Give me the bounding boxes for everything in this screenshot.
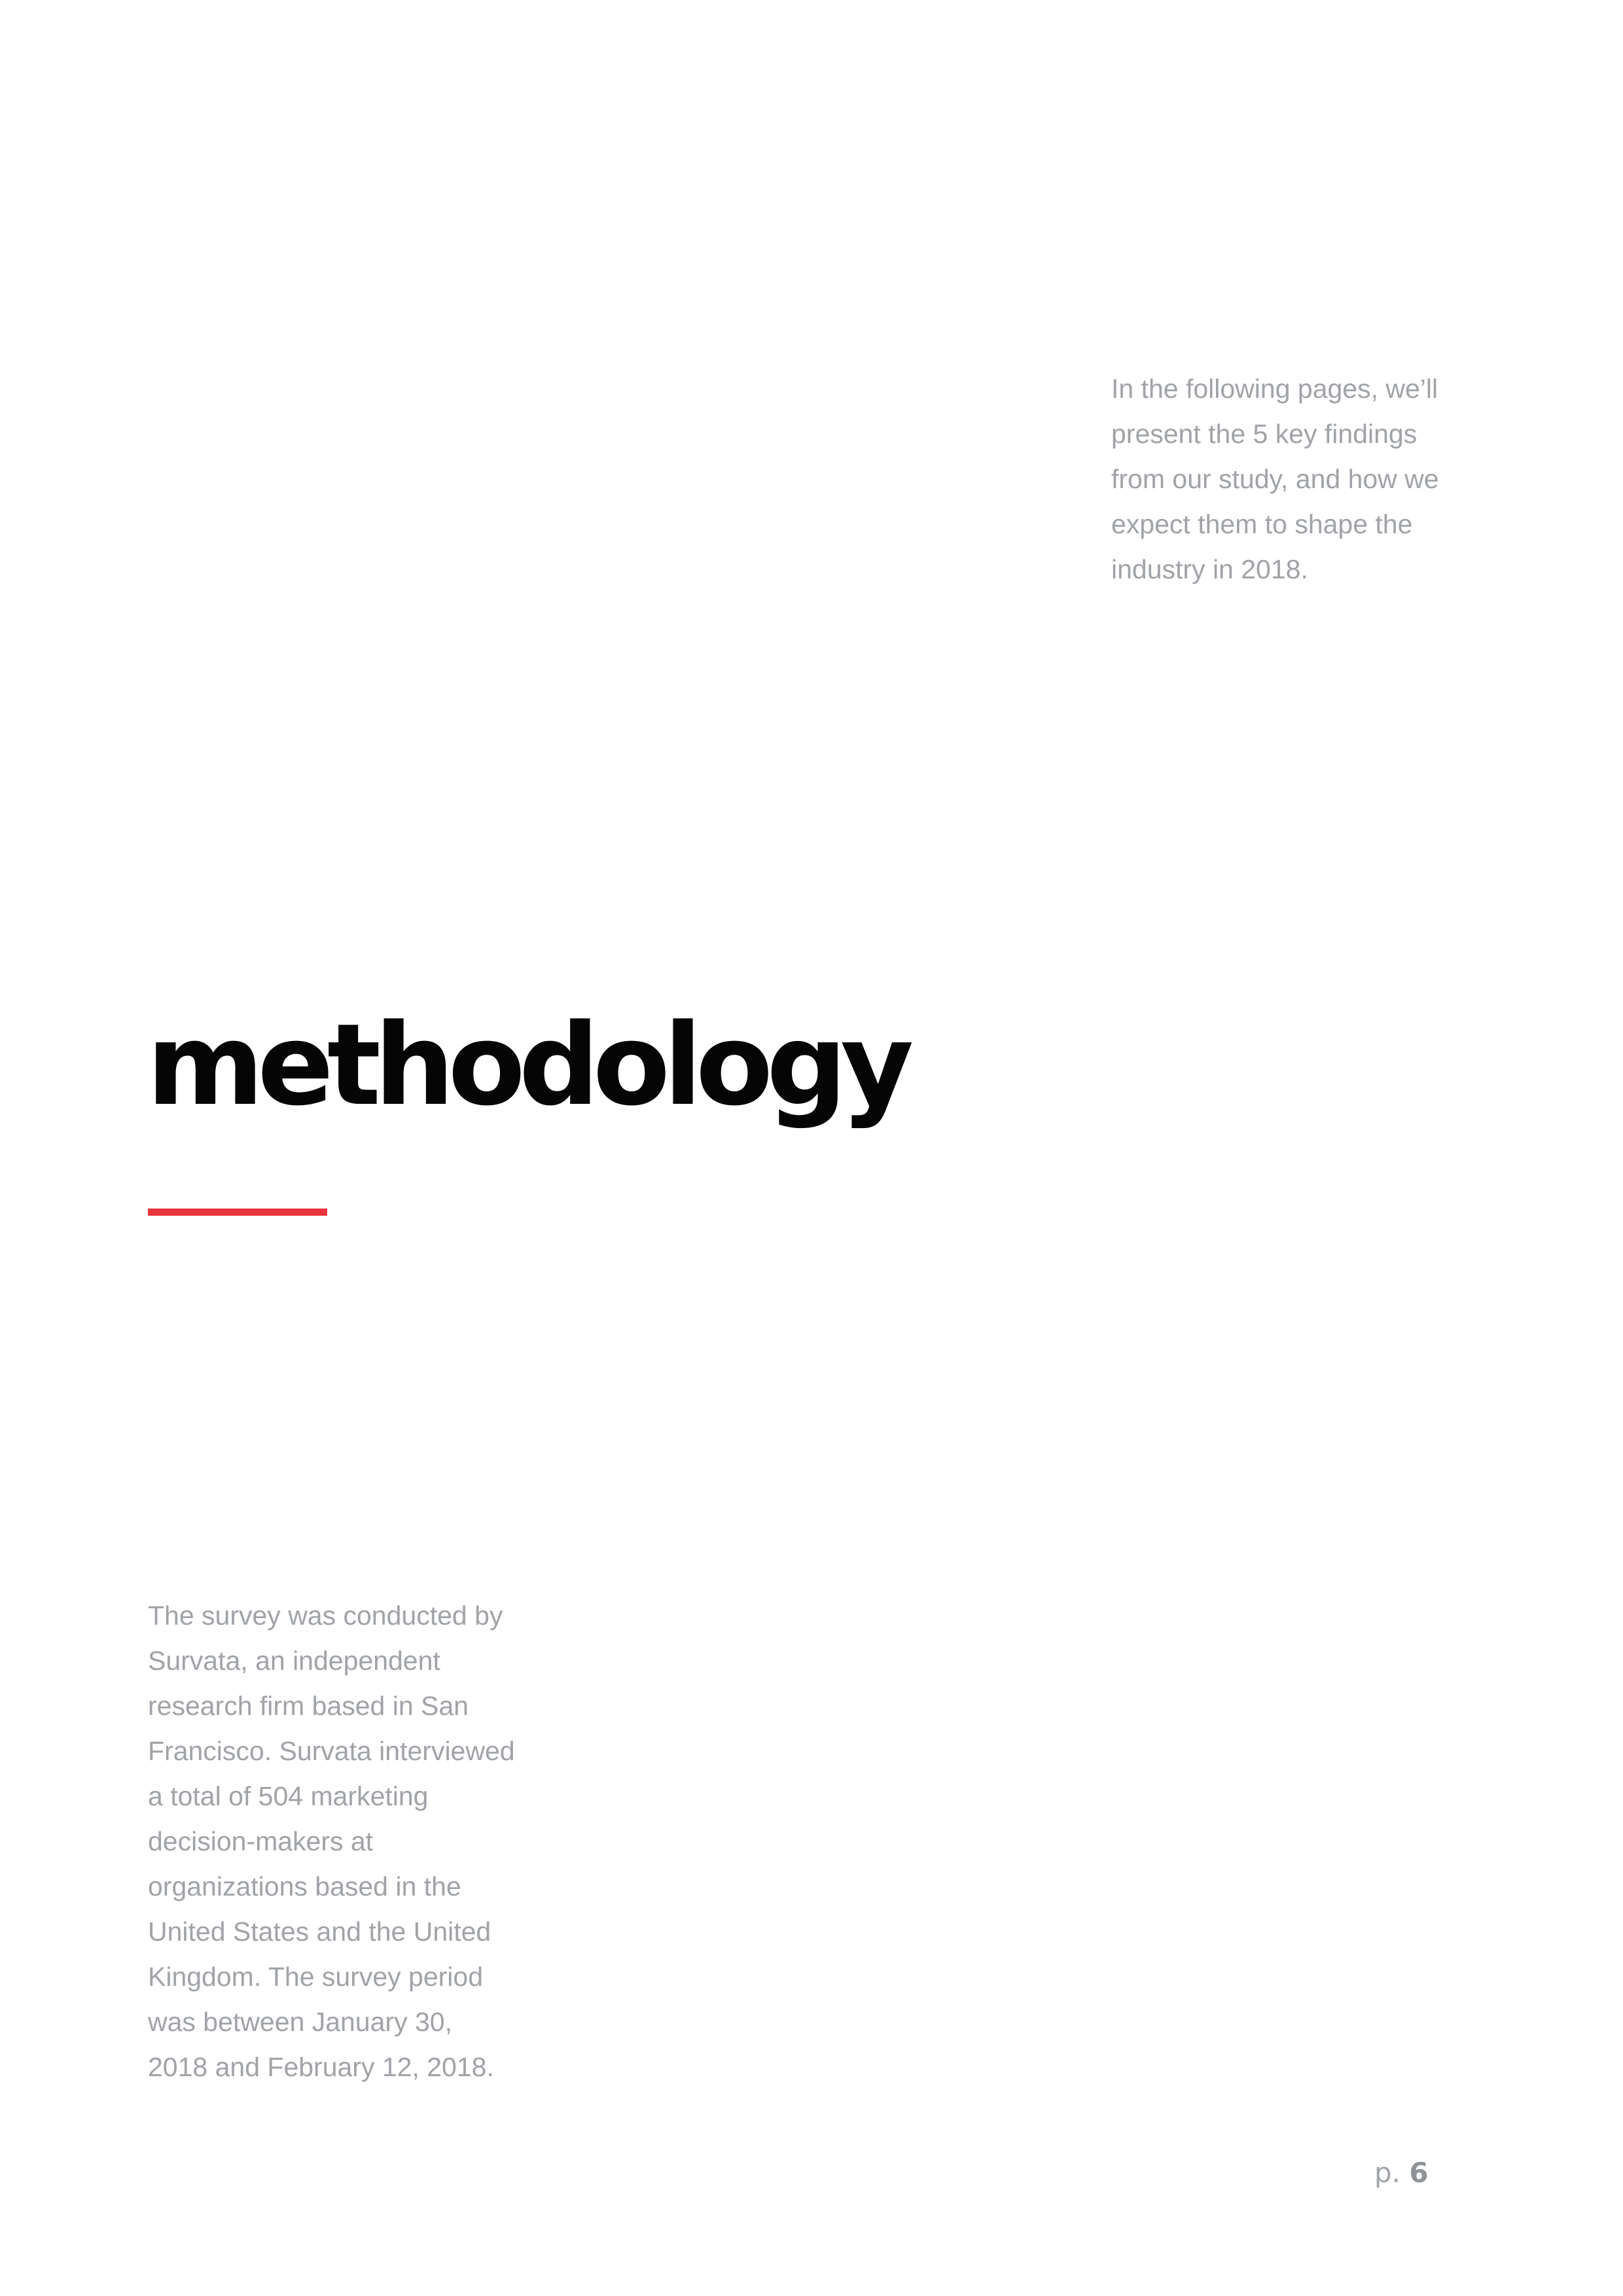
methodology-line: organizations based in the [148,1871,461,1901]
intro-line: present the 5 key findings [1111,419,1418,449]
page-number-prefix: p. [1374,2157,1401,2189]
methodology-paragraph [148,1593,554,2090]
methodology-line: a total of 504 marketing [148,1781,429,1811]
methodology-line: Kingdom. The survey period [148,1962,484,1992]
methodology-line: decision-makers at [148,1826,374,1856]
intro-line: industry in 2018. [1111,554,1308,584]
methodology-line: Francisco. Survata interviewed [148,1736,515,1766]
methodology-line: United States and the United [148,1916,491,1947]
methodology-line: Survata, an independent [148,1646,440,1676]
methodology-line: was between January 30, [148,2007,452,2037]
page-number [1374,2155,1466,2191]
intro-line: from our study, and how we [1111,464,1439,494]
accent-divider [148,1209,327,1216]
page-number-value: 6 [1409,2157,1429,2189]
section-title: methodology [147,999,908,1131]
intro-line: expect them to shape the [1111,509,1413,539]
methodology-line: The survey was conducted by [148,1600,503,1631]
methodology-line: research firm based in San [148,1691,469,1721]
intro-line: In the following pages, we’ll [1111,374,1438,404]
intro-paragraph [1111,366,1478,592]
methodology-line: 2018 and February 12, 2018. [148,2052,494,2082]
